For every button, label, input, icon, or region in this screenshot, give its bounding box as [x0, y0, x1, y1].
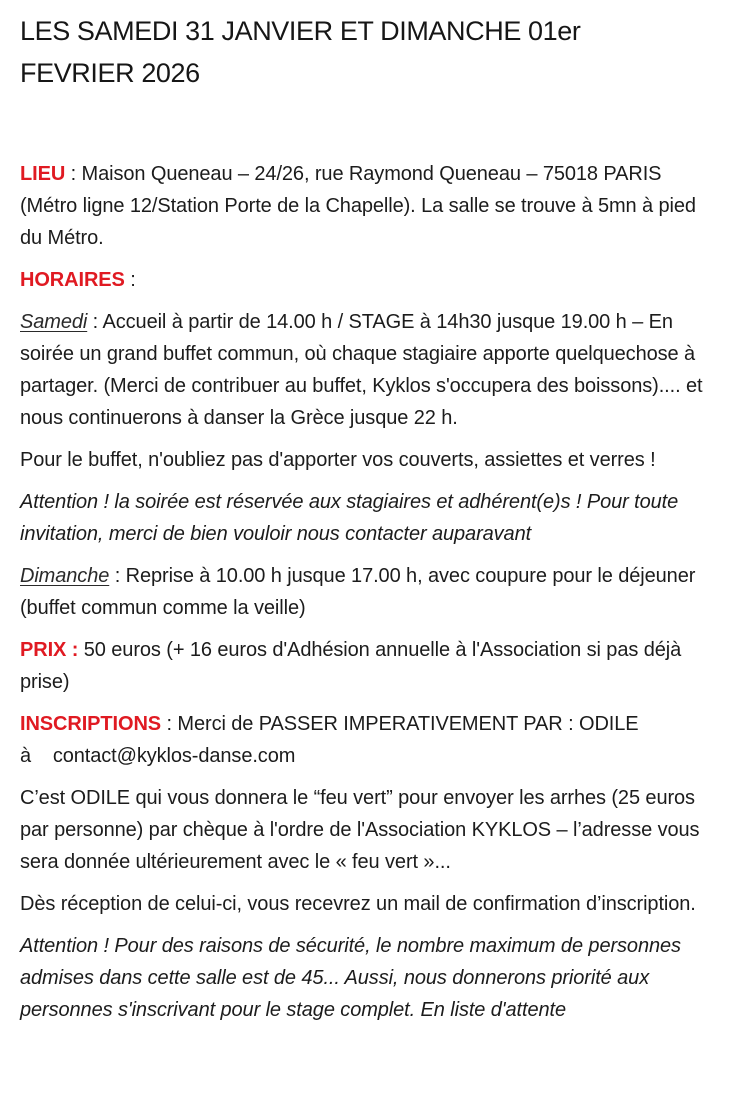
section-inscriptions — [20, 708, 718, 772]
confirmation-paragraph — [20, 888, 718, 920]
confirmation-text: Dès réception de celui-ci, vous recevrez un mail de confirmation d’inscription. — [20, 893, 696, 915]
page-title — [20, 10, 718, 94]
attention-securite-paragraph — [20, 930, 718, 1026]
section-prix — [20, 634, 718, 698]
section-lieu — [20, 158, 718, 254]
attention-securite-text: Attention ! Pour des raisons de sécurité, le nombre maximum de personnes admises dans cette salle est de 45... Aussi, nous donnerons priorité aux personnes s'inscrivant pour le stage complet. En liste d'attente — [20, 935, 681, 1021]
samedi-text: Accueil à partir de 14.00 h / STAGE à 14h30 jusque 19.00 h – En soirée un grand buffet commun, où chaque stagiaire apporte quelquechose à partager. (Merci de contribuer au buffet, Kyklos s'occupera des boissons).... et nous continuerons à danser la Grèce jusque 22 h. — [20, 311, 703, 429]
feu-vert-paragraph — [20, 782, 718, 878]
buffet-note — [20, 444, 718, 476]
lieu-text: Maison Queneau – 24/26, rue Raymond Queneau – 75018 PARIS (Métro ligne 12/Station Porte de la Chapelle). La salle se trouve à 5mn à pied du Métro. — [20, 163, 696, 249]
section-samedi — [20, 306, 718, 434]
prix-label: PRIX : — [20, 639, 79, 661]
dimanche-label: Dimanche — [20, 565, 110, 587]
samedi-separator: : — [87, 311, 103, 333]
inscriptions-text: Merci de PASSER IMPERATIVEMENT PAR : ODILE — [177, 713, 639, 735]
page-title-line-1: LES SAMEDI 31 JANVIER ET DIMANCHE 01er — [20, 16, 581, 46]
buffet-note-text: Pour le buffet, n'oubliez pas d'apporter vos couverts, assiettes et verres ! — [20, 449, 656, 471]
inscriptions-separator: : — [161, 713, 178, 735]
horaires-label: HORAIRES — [20, 269, 125, 291]
inscriptions-label: INSCRIPTIONS — [20, 713, 162, 735]
attention-soiree-note — [20, 486, 718, 550]
lieu-label: LIEU — [20, 163, 66, 185]
prix-text: 50 euros (+ 16 euros d'Adhésion annuelle à l'Association si pas déjà prise) — [20, 639, 682, 693]
horaires-separator: : — [124, 269, 136, 291]
attention-soiree-text: Attention ! la soirée est réservée aux stagiaires et adhérent(e)s ! Pour toute invitation, merci de bien vouloir nous contacter auparavant — [20, 491, 679, 545]
dimanche-text: Reprise à 10.00 h jusque 17.00 h, avec coupure pour le déjeuner (buffet commun comme la veille) — [20, 565, 696, 619]
dimanche-separator: : — [109, 565, 126, 587]
samedi-label: Samedi — [20, 311, 88, 333]
page-title-line-2: FEVRIER 2026 — [20, 58, 200, 88]
lieu-separator: : — [65, 163, 82, 185]
inscriptions-email: à contact@kyklos-danse.com — [20, 745, 296, 767]
section-horaires — [20, 264, 718, 296]
feu-vert-text: C’est ODILE qui vous donnera le “feu vert” pour envoyer les arrhes (25 euros par personne) par chèque à l'ordre de l'Association KYKLOS – l’adresse vous sera donnée ultérieurement avec le « feu vert »... — [20, 787, 700, 873]
section-dimanche — [20, 560, 718, 624]
